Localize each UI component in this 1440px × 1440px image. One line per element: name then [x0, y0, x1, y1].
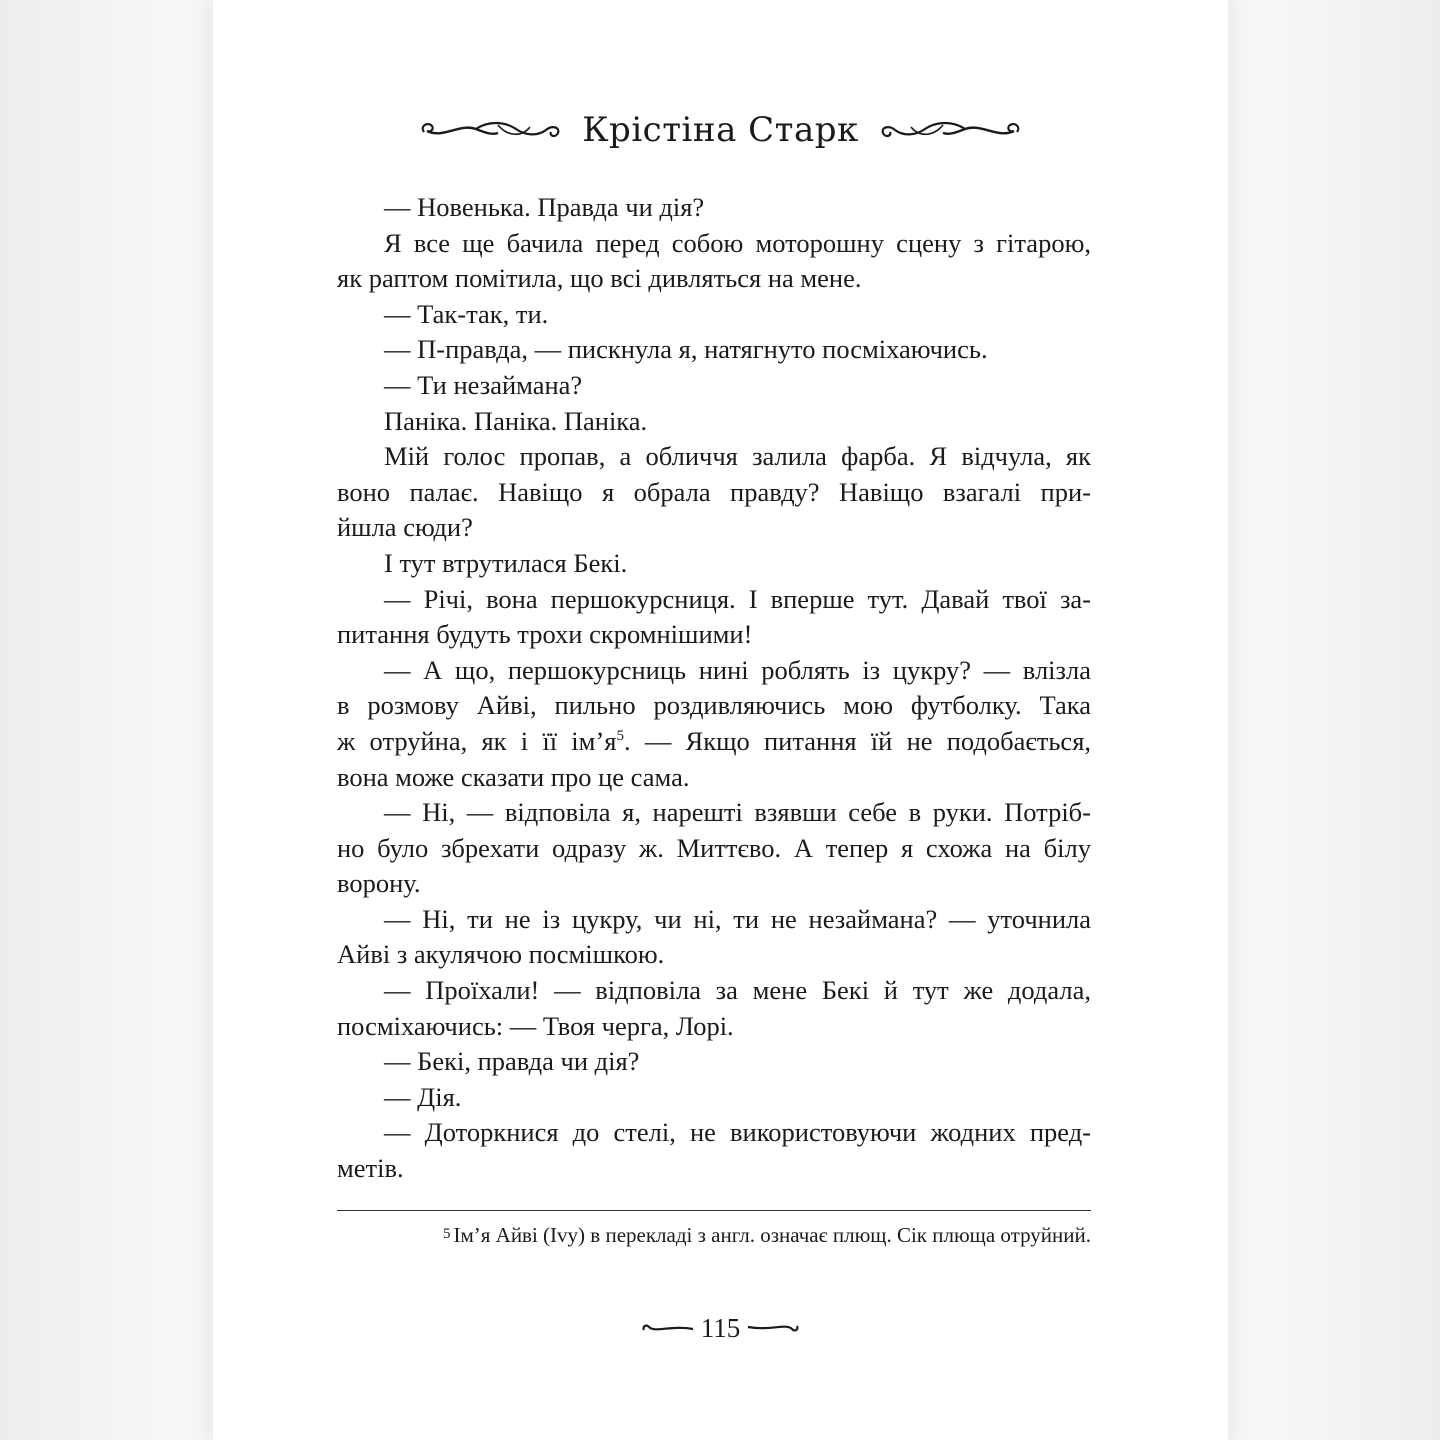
swash-icon — [746, 1321, 800, 1335]
text-line: — А що, першокурсниць нині роблять із цукру? — влізла — [384, 654, 1091, 685]
text-line: питання будуть трохи скромнішими! — [337, 619, 753, 650]
text-line: но було збрехати одразу ж. Миттєво. А тепер я схожа на білу — [337, 832, 1091, 863]
text-line: йшла сюди? — [337, 512, 473, 543]
text-line: Мій голос пропав, а обличчя залила фарба. Я відчула, як — [384, 441, 1091, 472]
page-number: 115 — [700, 1312, 741, 1343]
page-folio — [213, 1310, 1228, 1346]
text-line: в розмову Айві, пильно роздивляючись мою футболку. Така — [337, 690, 1091, 721]
running-header — [213, 100, 1228, 160]
scroll-ornament-icon — [877, 117, 1023, 143]
text-line: — Ні, — відповіла я, нарешті взявши себе в руки. Потріб- — [384, 797, 1091, 828]
text-line: — Дія. — [384, 1081, 462, 1112]
footnote-text: Ім’я Айві (Ivy) в перекладі з англ. означає плющ. Сік плюща отруйний. — [453, 1223, 1091, 1247]
text-line: І тут втрутилася Бекі. — [384, 547, 628, 578]
text-line: — Ні, ти не із цукру, чи ні, ти не незаймана? — уточнила — [384, 903, 1091, 934]
text-line-with-footnote — [337, 724, 1091, 760]
text-line: Айві з акулячою посмішкою. — [337, 939, 665, 970]
text-line: — Новенька. Правда чи дія? — [384, 192, 705, 222]
text-line: посміхаючись: — Твоя черга, Лорі. — [337, 1010, 734, 1041]
text-line: — Річі, вона першокурсниця. І вперше тут. Давай твої за- — [384, 583, 1091, 614]
text-line: як раптом помітила, що всі дивляться на мене. — [337, 263, 862, 294]
text-line: ворону. — [337, 868, 421, 899]
swash-icon — [641, 1321, 695, 1335]
scroll-ornament-icon — [418, 117, 564, 143]
text-line: Паніка. Паніка. Паніка. — [384, 405, 648, 436]
text-line: вона може сказати про це сама. — [337, 761, 690, 792]
footnote-number: 5 — [442, 1226, 451, 1242]
text-line: — Так-так, ти. — [384, 298, 549, 329]
text-line: — П-правда, — пискнула я, натягнуто посміхаючись. — [384, 334, 988, 365]
book-page — [213, 0, 1228, 1440]
text-line: — Бекі, правда чи дія? — [384, 1046, 640, 1077]
text-line: воно палає. Навіщо я обрала правду? Навіщо взагалі при- — [337, 476, 1091, 507]
book-author: Крістіна Старк — [582, 110, 859, 150]
text-line: Я все ще бачила перед собою моторошну сцену з гітарою, — [384, 227, 1091, 258]
text-fragment: . — Якщо питання їй не подобається, — [623, 725, 1092, 756]
text-fragment: ж отруйна, як і її ім’я — [337, 725, 617, 756]
text-line: метів. — [337, 1153, 404, 1184]
footnote-divider — [337, 1210, 1091, 1211]
text-line: — Ти незаймана? — [384, 369, 583, 400]
footnote — [337, 1220, 1091, 1249]
text-line: — Доторкнися до стелі, не використовуючи жодних пред- — [384, 1117, 1091, 1148]
text-line: — Проїхали! — відповіла за мене Бекі й тут же додала, — [384, 975, 1091, 1006]
footnote-marker: 5 — [616, 728, 624, 745]
body-text — [337, 190, 1091, 1187]
